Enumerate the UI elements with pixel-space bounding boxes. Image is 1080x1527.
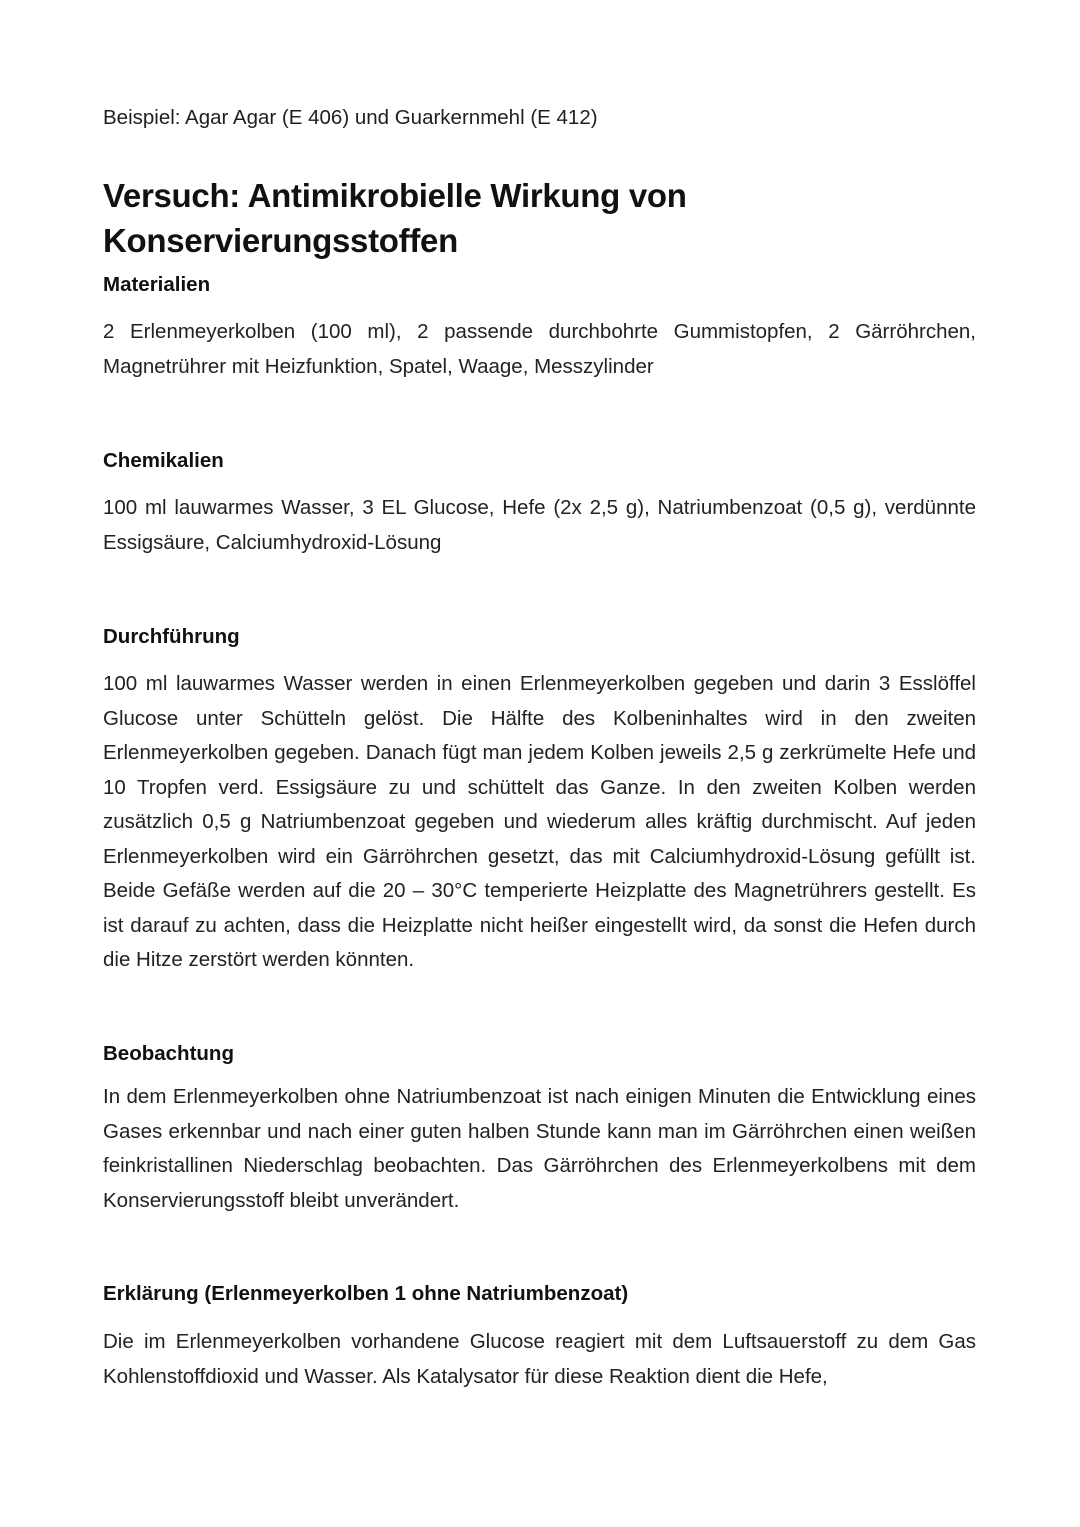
document-page: [103, 0, 976, 1527]
heading-chemikalien: Chemikalien: [103, 449, 224, 472]
heading-durchfuehrung: Durchführung: [103, 625, 240, 648]
paragraph-erklaerung: Die im Erlenmeyerkolben vorhandene Glucose reagiert mit dem Luftsauerstoff zu dem Gas Kohlenstoffdioxid und Wasser. Als Katalysator für diese Reaktion dient die Hefe,: [103, 1330, 976, 1388]
page-title: Versuch: Antimikrobielle Wirkung von Konservierungsstoffen: [103, 177, 687, 259]
heading-beobachtung: Beobachtung: [103, 1042, 234, 1065]
intro-example-line: Beispiel: Agar Agar (E 406) und Guarkernmehl (E 412): [103, 106, 598, 129]
heading-materialien: Materialien: [103, 273, 211, 296]
paragraph-beobachtung: In dem Erlenmeyerkolben ohne Natriumbenzoat ist nach einigen Minuten die Entwicklung eines Gases erkennbar und nach einer guten halben Stunde kann man im Gärröhrchen einen weißen feinkristallinen Niederschlag beobachten. Das Gärröhrchen des Erlenmeyerkolbens mit dem Konservierungsstoff bleibt unverändert.: [103, 1085, 976, 1212]
heading-erklaerung: Erklärung (Erlenmeyerkolben 1 ohne Natriumbenzoat): [103, 1282, 629, 1305]
paragraph-chemikalien: 100 ml lauwarmes Wasser, 3 EL Glucose, Hefe (2x 2,5 g), Natriumbenzoat (0,5 g), verdünnte Essigsäure, Calciumhydroxid-Lösung: [103, 496, 976, 554]
paragraph-durchfuehrung: 100 ml lauwarmes Wasser werden in einen Erlenmeyerkolben gegeben und darin 3 Esslöffel Glucose unter Schütteln gelöst. Die Hälfte des Kolbeninhaltes wird in den zweiten Erlenmeyerkolben gegeben. Danach fügt man jedem Kolben jeweils 2,5 g zerkrümelte Hefe und 10 Tropfen verd. Essigsäure zu und schüttelt das Ganze. In den zweiten Kolben werden zusätzlich 0,5 g Natriumbenzoat gegeben und wiederum alles kräftig durchmischt. Auf jeden Erlenmeyerkolben wird ein Gärröhrchen gesetzt, das mit Calciumhydroxid-Lösung gefüllt ist. Beide Gefäße werden auf die 20 – 30°C temperierte Heizplatte des Magnetrührers gestellt. Es ist darauf zu achten, dass die Heizplatte nicht heißer eingestellt wird, da sonst die Hefen durch die Hitze zerstört werden könnten.: [103, 672, 976, 971]
paragraph-materialien: 2 Erlenmeyerkolben (100 ml), 2 passende durchbohrte Gummistopfen, 2 Gärröhrchen, Magnetrührer mit Heizfunktion, Spatel, Waage, Messzylinder: [103, 320, 976, 378]
